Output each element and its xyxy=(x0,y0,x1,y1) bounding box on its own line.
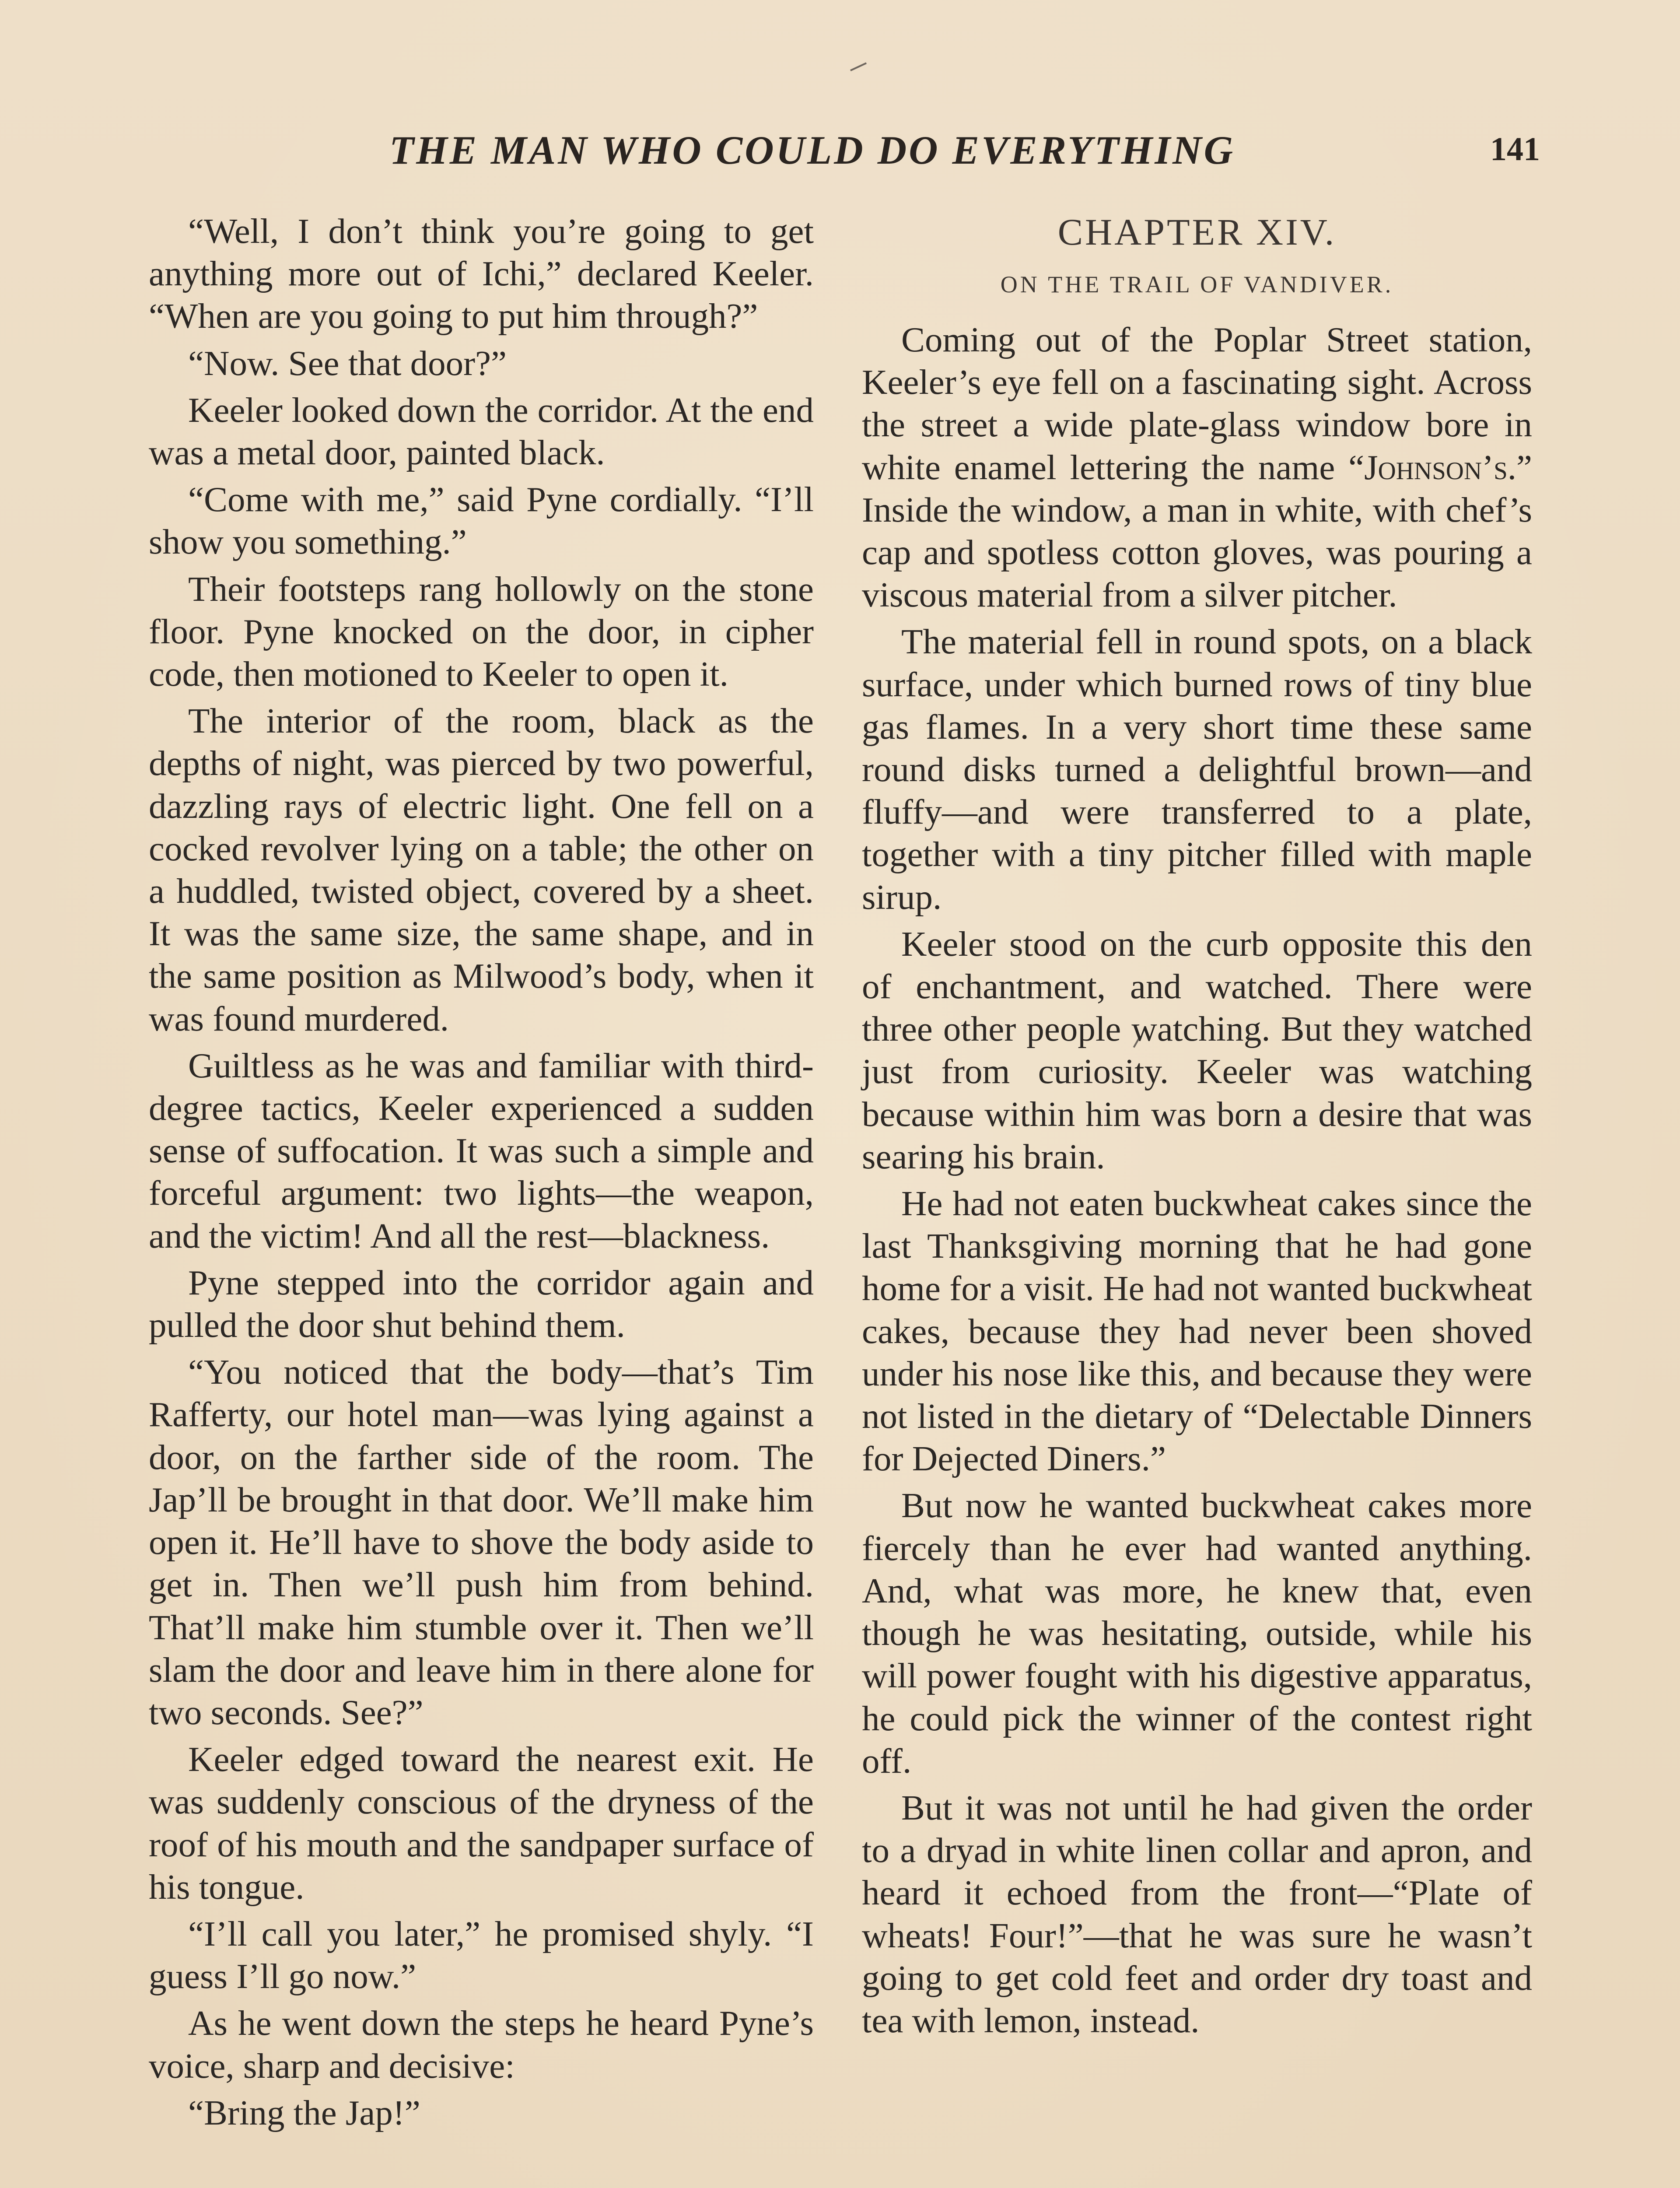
shop-name: Johnson’s xyxy=(1364,447,1508,487)
chapter-title: CHAPTER XIV. xyxy=(1057,211,1337,253)
page-header xyxy=(149,127,1540,188)
paragraph: The material fell in round spots, on a black surface, under which burned rows of tiny blue gas flames. In a very short time these same round disks turned a delightful brown—and fluffy—and were transferred to a plate, together with a tiny pitcher filled with maple sirup. xyxy=(862,622,1532,917)
paragraph: Their footsteps rang hollowly on the stone floor. Pyne knocked on the door, in cipher code, then motioned to Keeler to open it. xyxy=(149,569,814,694)
right-column xyxy=(862,210,1532,2046)
paragraph: “Now. See that door?” xyxy=(188,343,507,383)
ink-speck xyxy=(850,62,869,77)
paragraph: As he went down the steps he heard Pyne’s voice, sharp and decisive: xyxy=(149,2003,814,2086)
paragraph: “I’ll call you later,” he promised shyly. “I guess I’ll go now.” xyxy=(149,1914,814,1996)
page-number: 141 xyxy=(1490,131,1540,168)
paragraph: He had not eaten buckwheat cakes since the last Thanksgiving morning that he had gone home for a visit. He had not wanted buckwheat cakes, because they had never been shoved under his nose like this, and because they were not listed in the dietary of “Delectable Dinners for Dejected Diners.” xyxy=(862,1184,1532,1479)
paragraph: “You noticed that the body—that’s Tim Rafferty, our hotel man—was lying against a door, on the farther side of the room. The Jap’ll be brought in that door. We’ll make him open it. He’ll have to shove the body aside to get in. Then we’ll push him from behind. That’ll make him stumble over it. Then we’ll slam the door and leave him in there alone for two seconds. See?” xyxy=(149,1352,814,1732)
paragraph: The interior of the room, black as the depths of night, was pierced by two powerful, dazzling rays of electric light. One fell on a cocked revolver lying on a table; the other on a huddled, twisted object, covered by a sheet. It was the same size, the same shape, and in the same position as Milwood’s body, when it was found murdered. xyxy=(149,701,814,1038)
paragraph-text: Coming out of the Poplar Street station, Keeler’s eye fell on a fascinating sight. Across the street a wide plate-glass window bore in white enamel lettering the name “ xyxy=(862,320,1532,487)
left-column xyxy=(149,210,814,2139)
paragraph: But now he wanted buckwheat cakes more fiercely than he ever had wanted anything. And, what was more, he knew that, even though he was hesitating, outside, while his will power fought with his digestive apparatus, he could pick the winner of the contest right off. xyxy=(862,1486,1532,1781)
paragraph: Keeler edged toward the nearest exit. He was suddenly conscious of the dryness of the roof of his mouth and the sandpaper surface of his tongue. xyxy=(149,1739,814,1907)
chapter-subtitle: ON THE TRAIL OF VANDIVER. xyxy=(1000,271,1394,298)
paragraph: “Well, I don’t think you’re going to get anything more out of Ichi,” declared Keeler. “When are you going to put him through?” xyxy=(149,211,814,336)
paragraph: “Come with me,” said Pyne cordially. “I’ll show you something.” xyxy=(149,480,814,562)
paragraph: Guiltless as he was and familiar with third-degree tactics, Keeler experienced a sudden sense of suffocation. It was such a simple and forceful argument: two lights—the weapon, and the victim! And all the rest—blackness. xyxy=(149,1045,814,1255)
paragraph: Pyne stepped into the corridor again and pulled the door shut behind them. xyxy=(149,1262,814,1345)
running-title: THE MAN WHO COULD DO EVERYTHING xyxy=(389,128,1236,172)
paragraph: Keeler looked down the corridor. At the end was a metal door, painted black. xyxy=(149,390,814,473)
paragraph: “Bring the Jap!” xyxy=(188,2093,420,2132)
paragraph: But it was not until he had given the order to a dryad in white linen collar and apron, and heard it echoed from the front—“Plate of wheats! Four!”—that he was sure he wasn’t going to get cold feet and order dry toast and tea with lemon, instead. xyxy=(862,1788,1532,2040)
paragraph-text: .” Inside the window, a man in white, with chef’s cap and spotless cotton gloves, was pouring a viscous material from a silver pitcher. xyxy=(862,447,1532,615)
paragraph xyxy=(862,319,1532,616)
paragraph: Keeler stood on the curb opposite this den of enchantment, and watched. There were three other people watching. But they watched just from curiosity. Keeler was watching because within him was born a desire that was searing his brain. xyxy=(862,924,1532,1176)
